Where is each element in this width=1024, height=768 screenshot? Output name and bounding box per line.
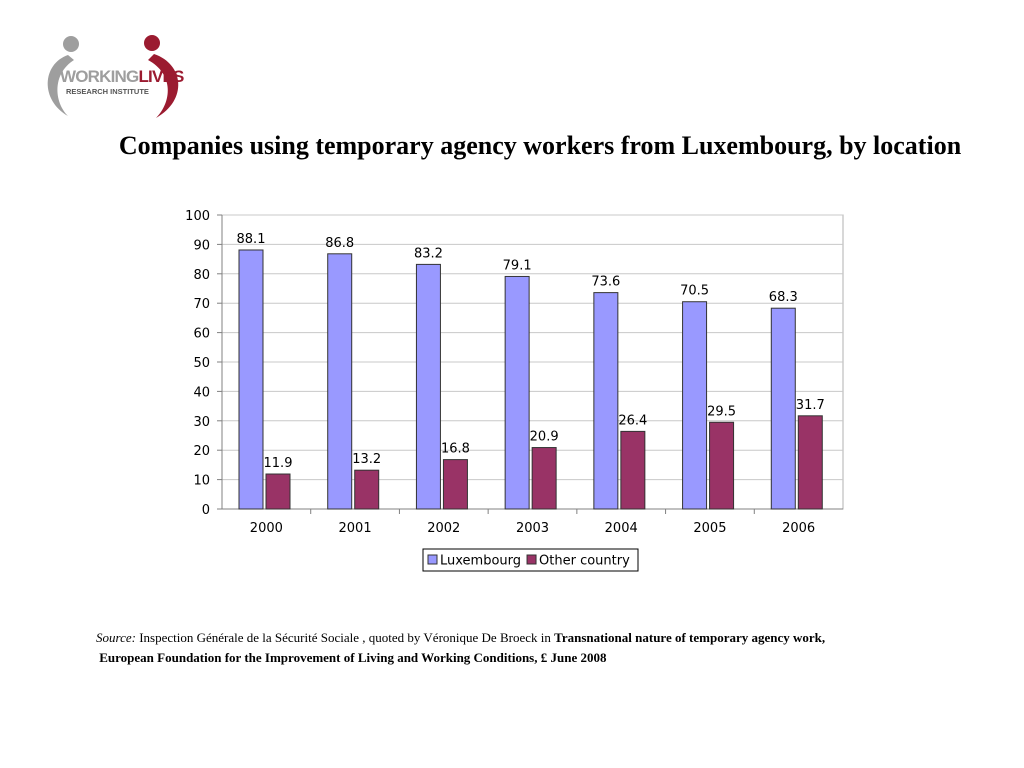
logo-word-working: WORKING bbox=[60, 67, 139, 86]
legend-swatch bbox=[527, 555, 536, 564]
y-tick-label: 20 bbox=[193, 444, 210, 460]
logo-subtitle: RESEARCH INSTITUTE bbox=[66, 87, 149, 96]
y-tick-label: 10 bbox=[193, 473, 210, 489]
x-tick-label: 2000 bbox=[249, 521, 283, 536]
bar bbox=[328, 254, 352, 509]
legend-label: Luxembourg bbox=[440, 553, 522, 569]
bar bbox=[416, 264, 440, 509]
data-label: 29.5 bbox=[707, 404, 737, 420]
data-label: 13.2 bbox=[352, 452, 382, 468]
data-label: 73.6 bbox=[591, 274, 621, 290]
bar bbox=[266, 474, 290, 509]
y-tick-label: 60 bbox=[193, 326, 210, 342]
bar bbox=[710, 422, 734, 509]
bar bbox=[355, 470, 379, 509]
data-label: 31.7 bbox=[795, 397, 825, 413]
bar bbox=[621, 431, 645, 509]
source-line-1 bbox=[96, 628, 996, 648]
y-tick-label: 70 bbox=[193, 297, 210, 313]
bar bbox=[771, 308, 795, 509]
data-label: 83.2 bbox=[413, 246, 443, 262]
source-publication-title: Transnational nature of temporary agency work, bbox=[554, 630, 826, 645]
bar bbox=[594, 293, 618, 509]
data-label: 68.3 bbox=[768, 290, 798, 306]
source-text: Inspection Générale de la Sécurité Sociale , quoted by Véronique De Broeck in bbox=[139, 630, 551, 645]
source-citation bbox=[96, 628, 996, 668]
source-label: Source: bbox=[96, 630, 136, 645]
data-label: 16.8 bbox=[440, 441, 470, 457]
bar bbox=[683, 302, 707, 509]
y-tick-label: 50 bbox=[193, 356, 210, 371]
y-tick-label: 90 bbox=[193, 238, 210, 254]
legend-swatch bbox=[428, 555, 437, 564]
legend-label: Other country bbox=[539, 553, 630, 569]
data-label: 70.5 bbox=[680, 283, 710, 299]
y-tick-label: 80 bbox=[193, 267, 210, 283]
bar bbox=[798, 416, 822, 509]
x-tick-label: 2002 bbox=[427, 521, 461, 536]
y-tick-label: 40 bbox=[193, 385, 210, 401]
y-tick-label: 0 bbox=[201, 503, 210, 518]
bar bbox=[532, 448, 556, 509]
bar bbox=[239, 250, 263, 509]
x-tick-label: 2003 bbox=[515, 521, 550, 536]
data-label: 26.4 bbox=[618, 413, 648, 429]
x-tick-label: 2006 bbox=[782, 521, 816, 536]
logo-word-lives: LIVES bbox=[138, 67, 184, 86]
chart-title: Companies using temporary agency workers from Luxembourg, by location bbox=[118, 131, 962, 160]
x-tick-label: 2005 bbox=[693, 521, 727, 536]
source-line-2 bbox=[96, 648, 996, 668]
bar bbox=[443, 460, 467, 509]
x-tick-label: 2004 bbox=[604, 521, 638, 536]
data-label: 11.9 bbox=[263, 456, 293, 472]
bar bbox=[505, 276, 529, 509]
data-label: 20.9 bbox=[529, 429, 559, 445]
data-label: 88.1 bbox=[236, 231, 266, 247]
y-tick-label: 100 bbox=[185, 209, 210, 224]
data-label: 86.8 bbox=[325, 235, 355, 251]
source-publisher: European Foundation for the Improvement of Living and Working Conditions, £ June 2008 bbox=[99, 650, 607, 665]
x-tick-label: 2001 bbox=[338, 521, 372, 536]
data-label: 79.1 bbox=[502, 258, 532, 274]
y-tick-label: 30 bbox=[193, 414, 210, 430]
